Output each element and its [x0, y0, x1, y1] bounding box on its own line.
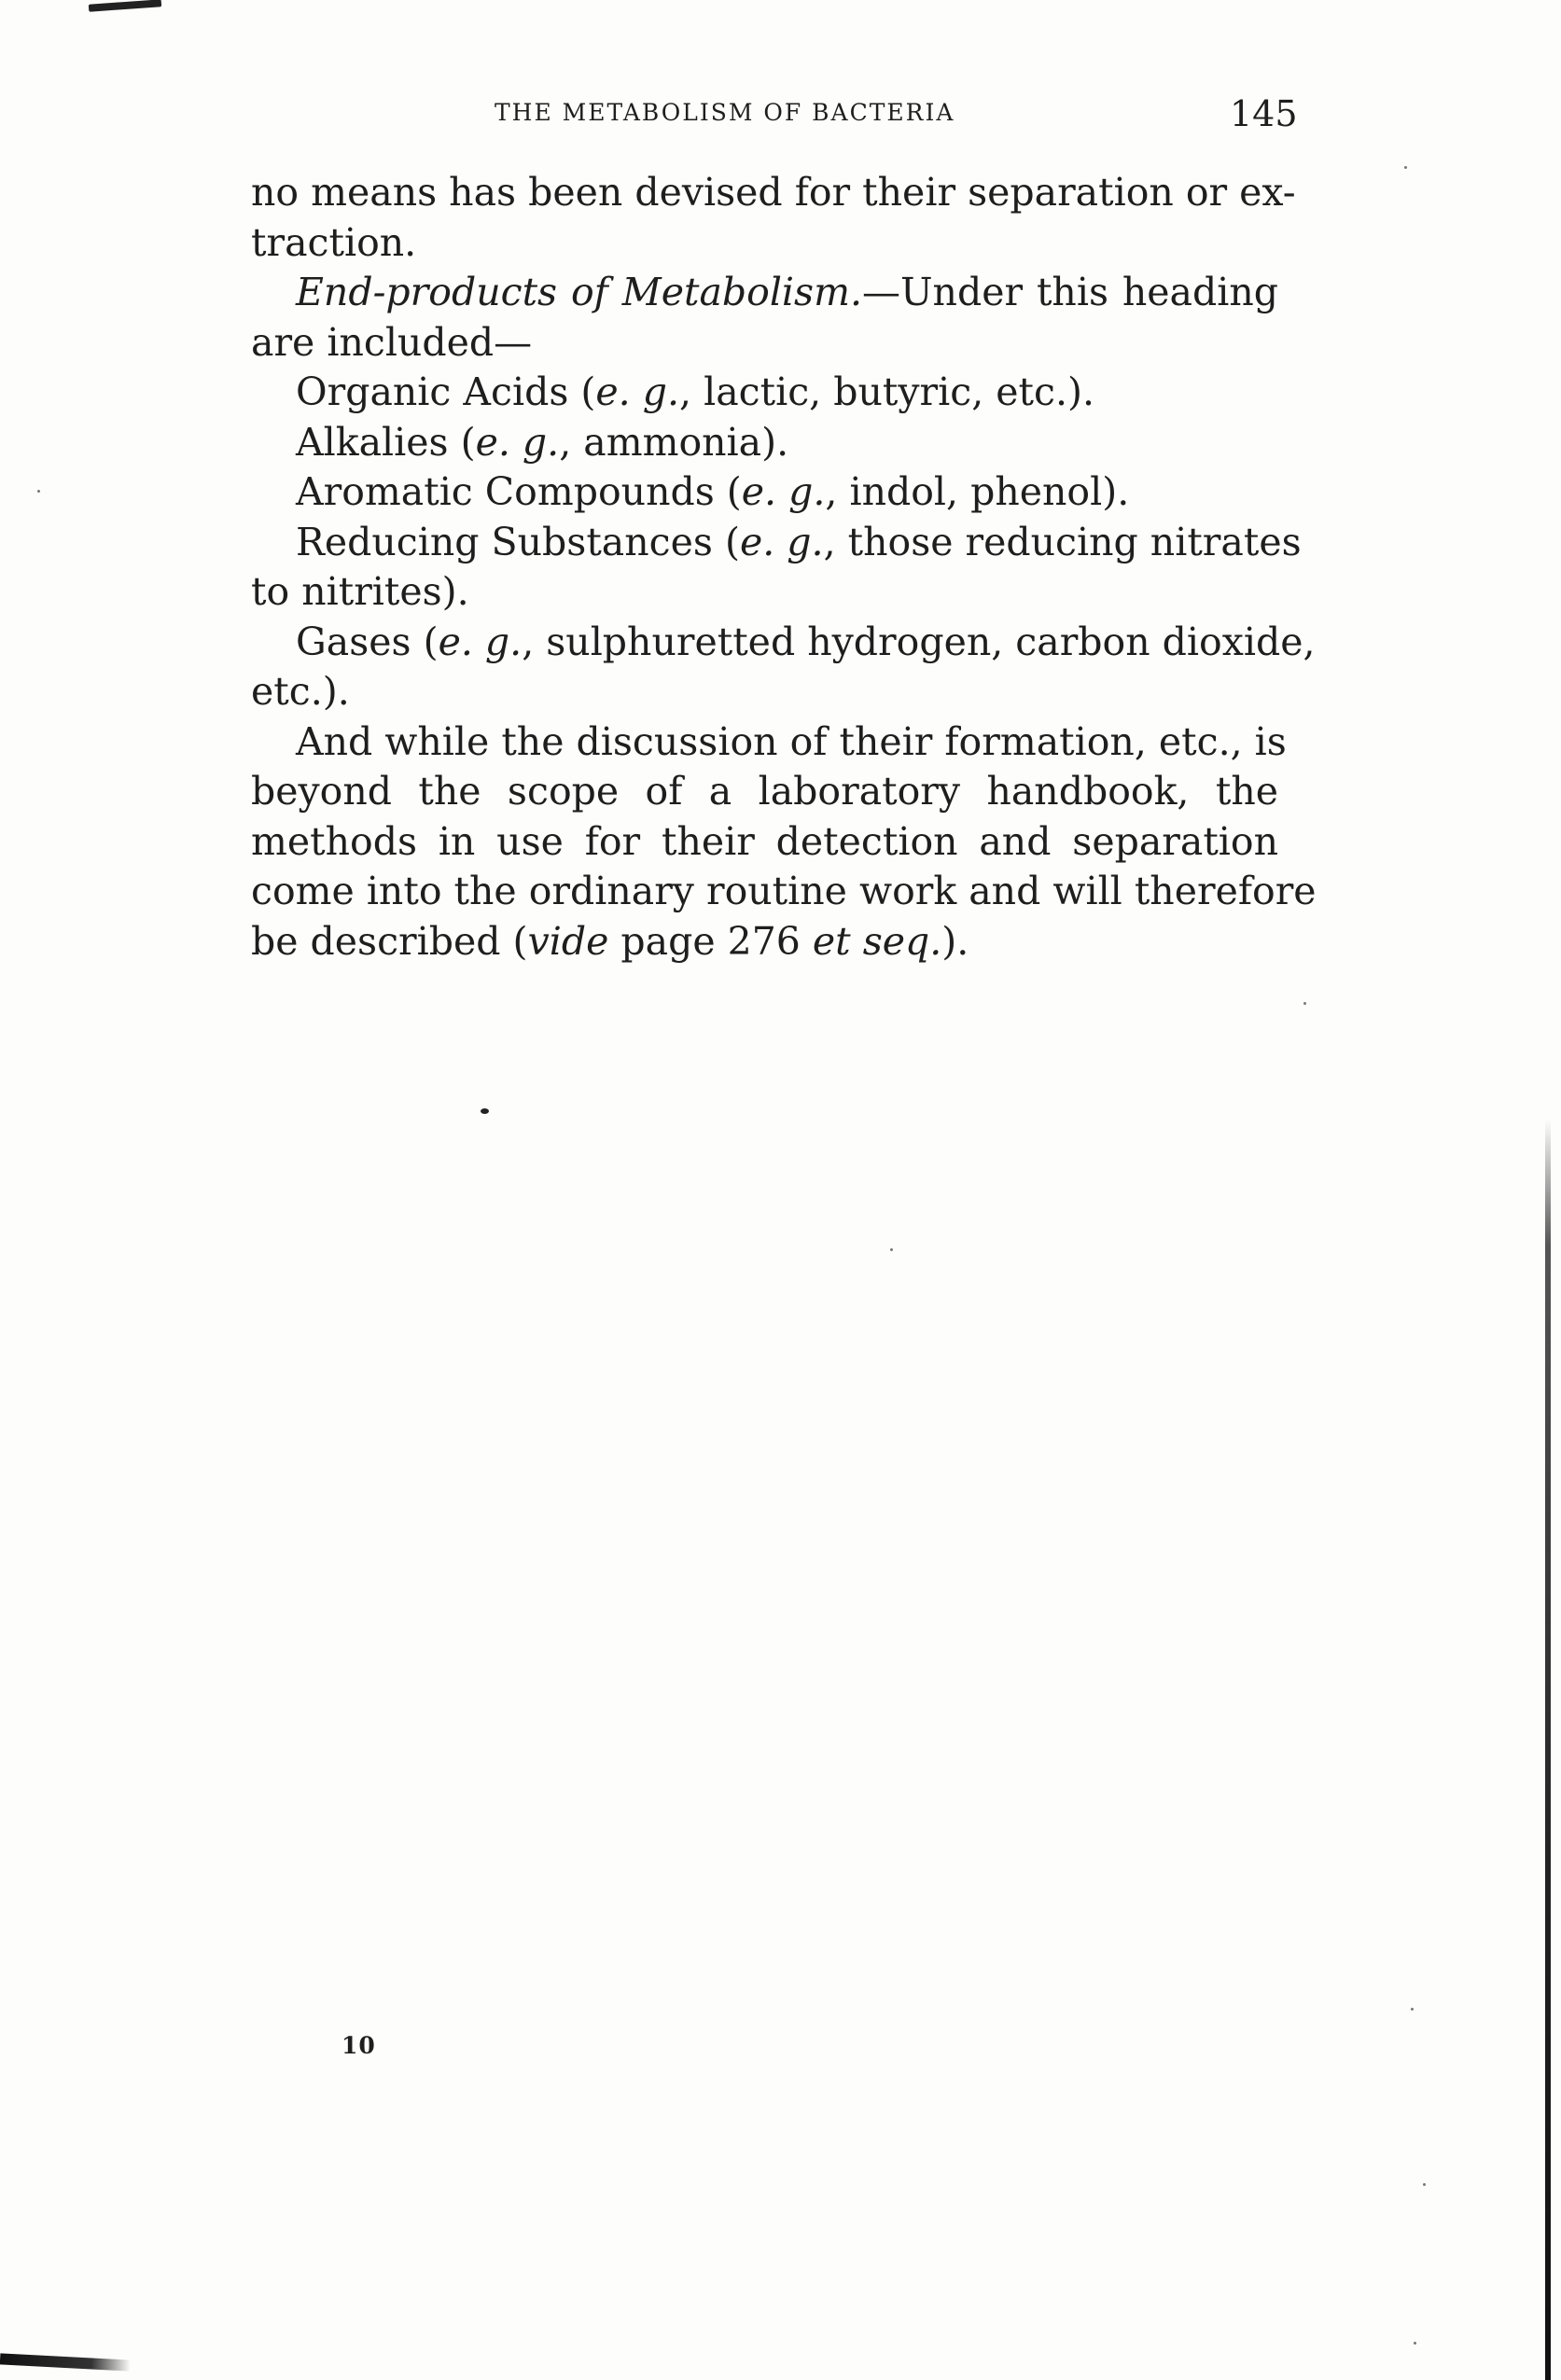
ink-speck: [1423, 2183, 1426, 2186]
text-line: methods in use for their detection and separation: [251, 818, 1278, 864]
list-item-organic-acids: Organic Acids (e. g., lactic, butyric, etc.).: [296, 369, 1095, 414]
section-heading-line: End-products of Metabolism.—Under this heading: [296, 270, 1278, 314]
body-text: [251, 168, 1317, 967]
text-line: to nitrites).: [251, 569, 469, 614]
text-line: traction.: [251, 219, 417, 265]
scan-artifact-top-left: [89, 0, 161, 12]
text-line: etc.).: [251, 669, 350, 714]
ink-speck: [1414, 2342, 1416, 2345]
running-header: [250, 93, 1298, 136]
page-number: 145: [1230, 93, 1298, 134]
ink-speck: [37, 490, 40, 493]
signature-mark: 10: [341, 2032, 376, 2059]
section-heading: End-products of Metabolism.: [296, 270, 862, 314]
text-line: And while the discussion of their formation, etc., is: [296, 718, 1287, 764]
list-item-reducing-substances: Reducing Substances (e. g., those reducing nitrates: [296, 519, 1302, 564]
list-item-gases: Gases (e. g., sulphuretted hydrogen, carbon dioxide,: [296, 619, 1316, 664]
text-line: be described (vide page 276 et seq.).: [251, 918, 969, 964]
text-line: are included—: [251, 319, 533, 365]
running-title: THE METABOLISM OF BACTERIA: [495, 99, 955, 126]
ink-speck: [481, 1108, 489, 1114]
text-line: come into the ordinary routine work and will therefore: [251, 869, 1317, 913]
text-line: beyond the scope of a laboratory handbook, the: [251, 769, 1278, 814]
scan-artifact-bottom-left: [0, 2353, 131, 2371]
list-item-alkalies: Alkalies (e. g., ammonia).: [296, 419, 789, 465]
ink-speck: [890, 1248, 893, 1251]
list-item-aromatic-compounds: Aromatic Compounds (e. g., indol, phenol).: [296, 469, 1130, 514]
ink-speck: [1411, 2008, 1414, 2011]
scan-edge-right: [1545, 1120, 1551, 2380]
text-line: no means has been devised for their separation or ex-: [251, 170, 1296, 215]
ink-speck: [1404, 166, 1407, 169]
ink-speck: [1303, 1002, 1306, 1005]
